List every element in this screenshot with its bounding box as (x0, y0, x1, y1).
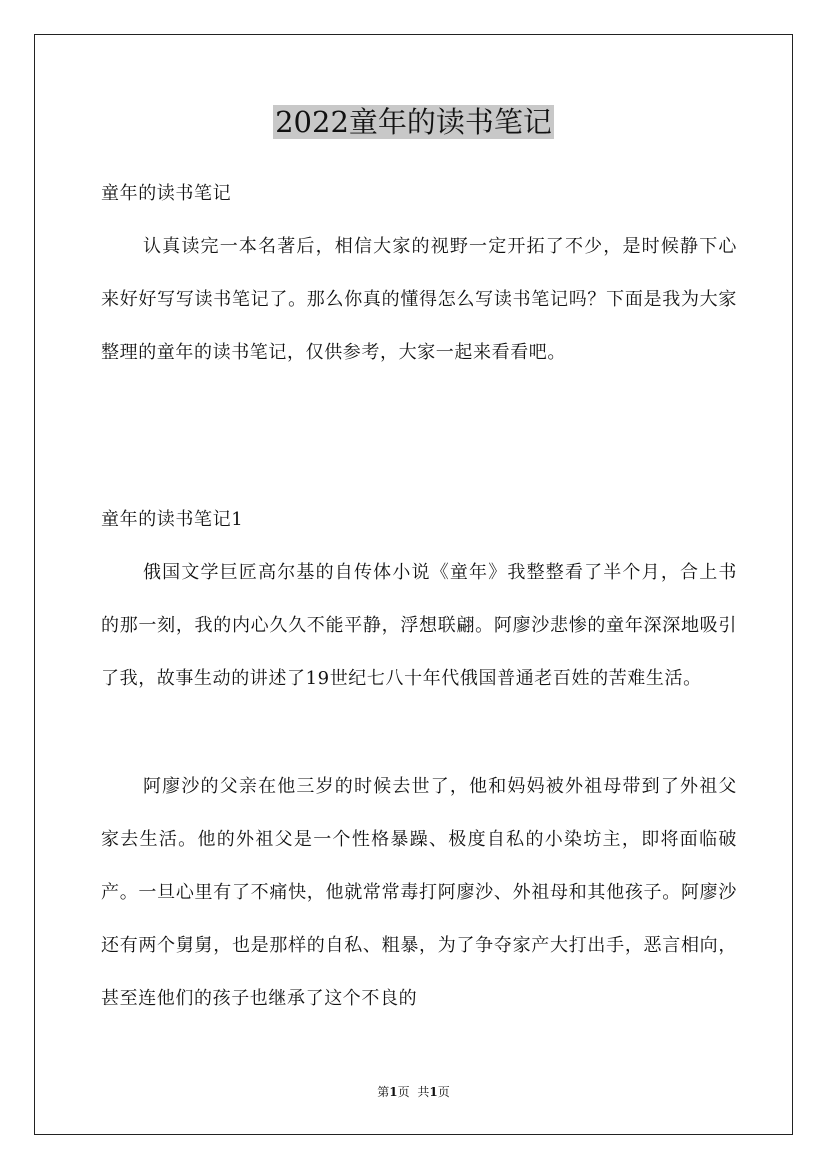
section-heading-1: 童年的读书笔记1 (101, 509, 244, 530)
page-footer (0, 1082, 827, 1102)
footer-total-suffix: 页 (437, 1085, 450, 1099)
intro-paragraph: 认真读完一本名著后，相信大家的视野一定开拓了不少，是时候静下心来好好写写读书笔记了。那么你真的懂得怎么写读书笔记吗？下面是我为大家整理的童年的读书笔记，仅供参考，大家一起来看看吧。 (101, 236, 737, 363)
footer-total-prefix: 共 (417, 1085, 430, 1099)
document-title (0, 100, 827, 144)
footer-total-number: 1 (429, 1085, 438, 1099)
paragraph-2: 阿廖沙的父亲在他三岁的时候去世了，他和妈妈被外祖母带到了外祖父家去生活。他的外祖父是一个性格暴躁、极度自私的小染坊主，即将面临破产。一旦心里有了不痛快，他就常常毒打阿廖沙、外祖母和其他孩子。阿廖沙还有两个舅舅，也是那样的自私、粗暴，为了争夺家产大打出手，恶言相向，甚至连他们的孩子也继承了这个不良的 (101, 776, 737, 1009)
paragraph-1: 俄国文学巨匠高尔基的自传体小说《童年》我整整看了半个月，合上书的那一刻，我的内心久久不能平静，浮想联翩。阿廖沙悲惨的童年深深地吸引了我，故事生动的讲述了19世纪七八十年代俄国普通老百姓的苦难生活。 (101, 562, 737, 689)
document-title-text: 2022童年的读书笔记 (275, 105, 552, 139)
footer-page-number: 1 (389, 1085, 398, 1099)
footer-page-suffix: 页 (397, 1085, 410, 1099)
subtitle: 童年的读书笔记 (101, 183, 232, 204)
footer-page-prefix: 第 (377, 1085, 390, 1099)
